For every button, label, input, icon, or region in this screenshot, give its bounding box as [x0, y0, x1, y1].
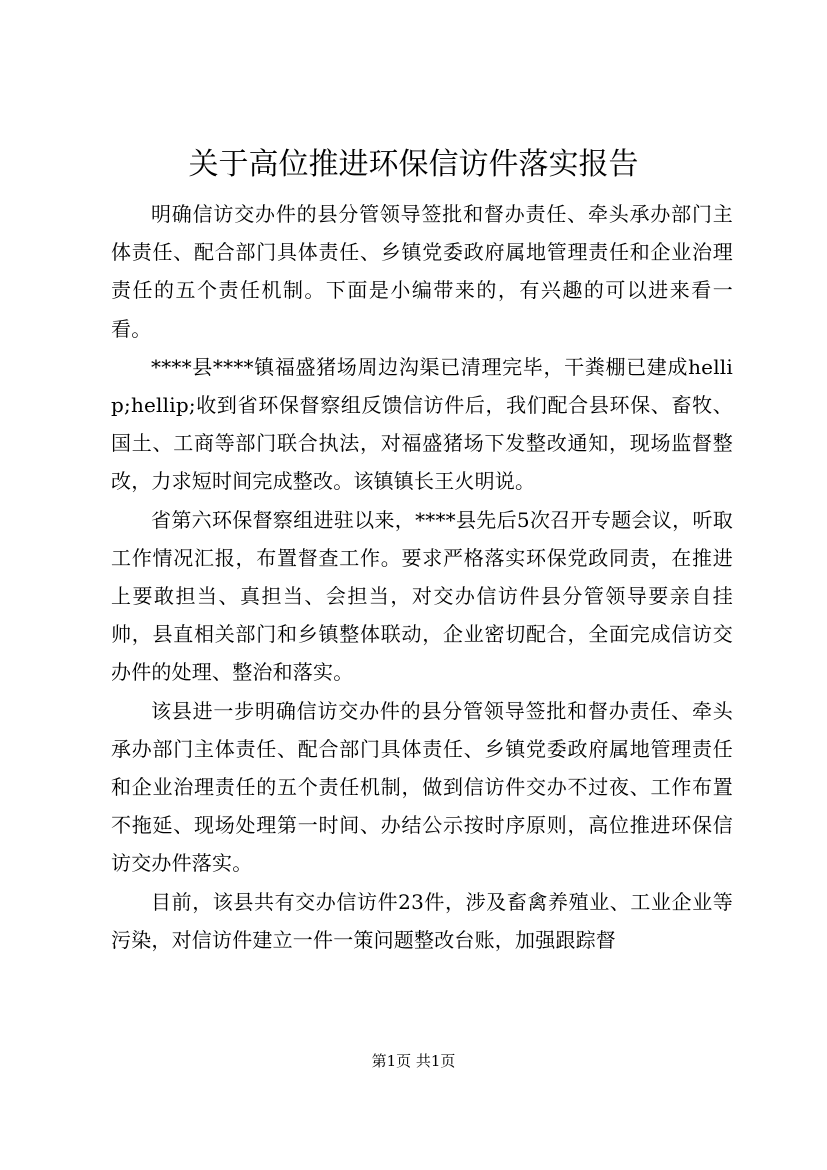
paragraph: 明确信访交办件的县分管领导签批和督办责任、牵头承办部门主体责任、配合部门具体责任、乡镇党委政府属地管理责任和企业治理责任的五个责任机制。下面是小编带来的，有兴趣的可以进来看一看。 — [111, 202, 733, 341]
paragraph: 目前，该县共有交办信访件23件，涉及畜禽养殖业、工业企业等污染，对信访件建立一件一策问题整改台账，加强跟踪督 — [111, 889, 733, 952]
page-footer: 第1页 共1页 — [371, 1052, 456, 1070]
paragraph: ****县****镇福盛猪场周边沟渠已清理完毕，干粪棚已建成hellip;hellip;收到省环保督察组反馈信访件后，我们配合县环保、畜牧、国土、工商等部门联合执法，对福盛猪场下发整改通知，现场监督整改，力求短时间完成整改。该镇镇长王火明说。 — [111, 354, 733, 494]
document-title: 关于高位推进环保信访件落实报告 — [188, 147, 639, 182]
document-body — [111, 195, 733, 959]
paragraph: 该县进一步明确信访交办件的县分管领导签批和督办责任、牵头承办部门主体责任、配合部门具体责任、乡镇党委政府属地管理责任和企业治理责任的五个责任机制，做到信访件交办不过夜、工作布置不拖延、现场处理第一时间、办结公示按时序原则，高位推进环保信访交办件落实。 — [111, 698, 733, 876]
paragraph: 省第六环保督察组进驻以来，****县先后5次召开专题会议，听取工作情况汇报，布置督查工作。要求严格落实环保党政同责，在推进上要敢担当、真担当、会担当，对交办信访件县分管领导要亲自挂帅，县直相关部门和乡镇整体联动，企业密切配合，全面完成信访交办件的处理、整治和落实。 — [111, 507, 733, 685]
